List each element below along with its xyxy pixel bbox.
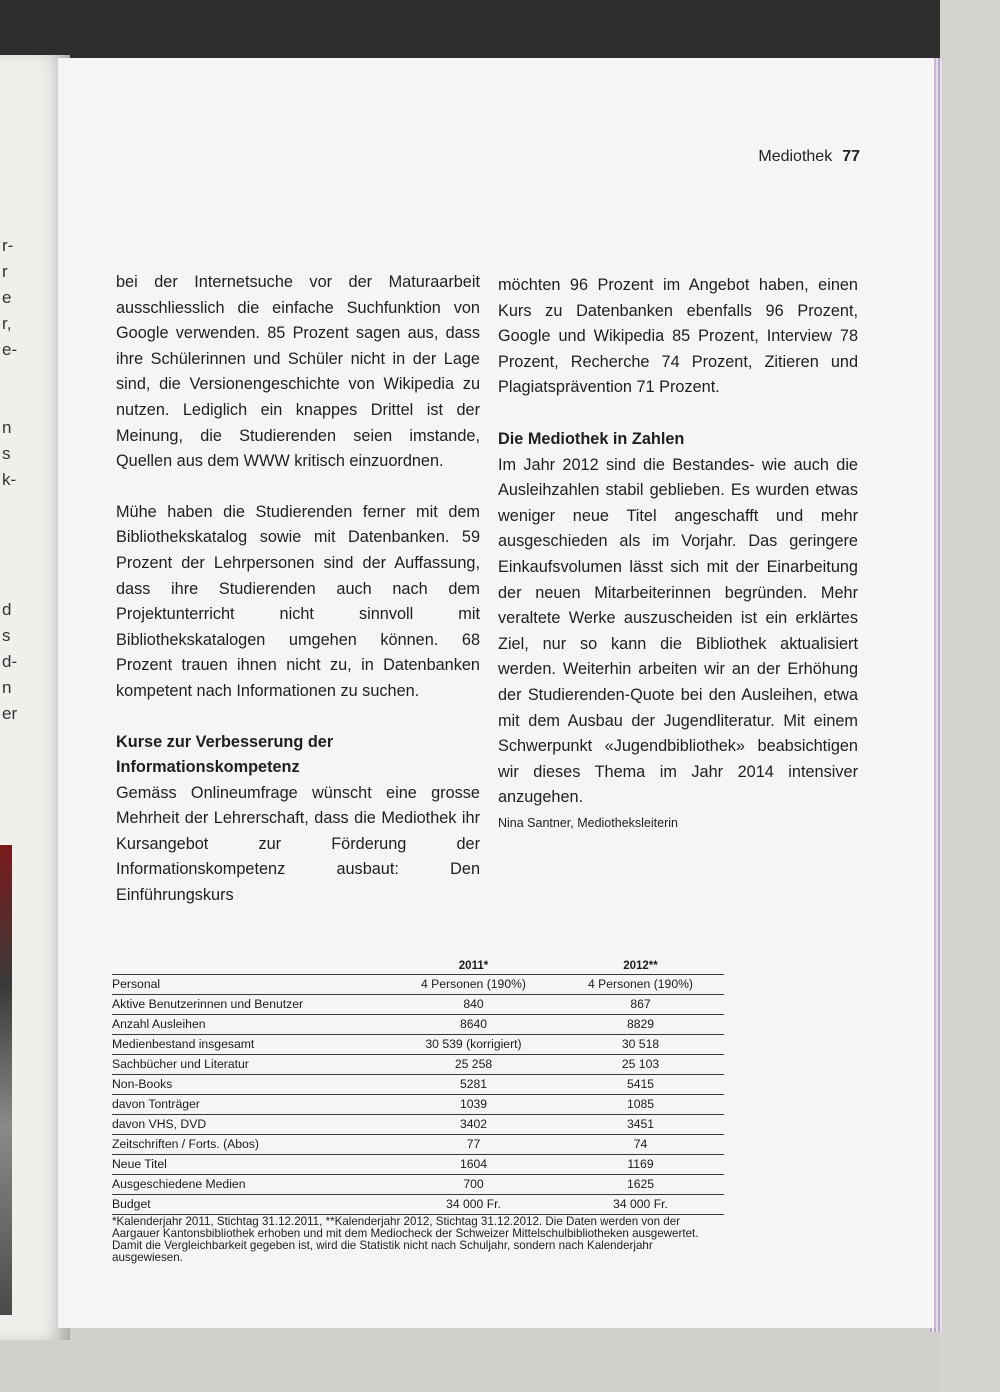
value-2012: 1625 [557,1175,724,1195]
value-2012: 867 [557,995,724,1015]
facing-page-fragment: r [2,262,8,281]
running-head [640,148,860,166]
value-2011: 8640 [390,1015,557,1035]
section-heading: Kurse zur Verbesserung der Informationskompetenz [116,732,334,777]
value-2011: 700 [390,1175,557,1195]
value-2012: 5415 [557,1075,724,1095]
section-heading: Die Mediothek in Zahlen [498,429,685,448]
value-2012: 25 103 [557,1055,724,1075]
paragraph: bei der Internetsuche vor der Maturaarbeit ausschliesslich die einfache Suchfunktion von Google verwenden. 85 Prozent sagen aus, dass ihre Schülerinnen und Schüler nicht in der Lage sind, die Versionengeschichte von Wikipedia zu nutzen. Lediglich ein knappes Drittel ist der Meinung, die Studierenden seien imstande, Quellen aus dem WWW kritisch einzuordnen. [116,273,480,471]
table-header-2012: 2012** [623,960,658,972]
row-label: Medienbestand insgesamt [112,1035,390,1055]
row-label: Budget [112,1195,390,1215]
facing-page-fragment: e [2,288,12,307]
value-2012: 8829 [557,1015,724,1035]
value-2011: 5281 [390,1075,557,1095]
facing-page-fragment: n [2,678,12,697]
row-label: davon VHS, DVD [112,1115,390,1135]
paragraph: Mühe haben die Studierenden ferner mit dem Bibliothekskatalog sowie mit Datenbanken. 59 Prozent der Lehrpersonen sind der Auffassung, dass ihre Studierenden auch nach dem Projektunterricht nicht sinnvoll mit Bibliothekskatalogen umgehen können. 68 Prozent trauen ihnen nicht zu, in Datenbanken kompetent nach Informationen zu suchen. [116,502,480,700]
row-label: davon Tonträger [112,1095,390,1115]
value-2011: 1039 [390,1095,557,1115]
value-2012: 1169 [557,1155,724,1175]
table-row [112,995,724,1015]
byline: Nina Santner, Mediotheksleiterin [498,815,678,830]
facing-page-fragment: k- [2,470,17,489]
table-row [112,1055,724,1075]
table-row [112,1195,724,1215]
table-row [112,1075,724,1095]
facing-page-fragment: e- [2,340,18,359]
row-label: Ausgeschiedene Medien [112,1175,390,1195]
table-row [112,1095,724,1115]
row-label: Neue Titel [112,1155,390,1175]
value-2012: 3451 [557,1115,724,1135]
right-text-column [498,273,858,833]
value-2011: 77 [390,1135,557,1155]
facing-page-fragment: s [2,444,11,463]
value-2011: 34 000 Fr. [390,1195,557,1215]
scanner-right-edge [940,0,1000,1392]
paragraph: Gemäss Onlineumfrage wünscht eine grosse Mehrheit der Lehrerschaft, dass die Mediothek ihr Kursangebot zur Förderung der Informationskompetenz ausbaut: Den Einführungskurs [116,783,480,905]
value-2011: 30 539 (korrigiert) [390,1035,557,1055]
section-title: Mediothek [758,148,833,165]
paragraph: Im Jahr 2012 sind die Bestandes- wie auch die Ausleihzahlen stabil geblieben. Es wurden etwas weniger neue Titel angeschafft und mehr ausgeschieden als im Vorjahr. Das geringere Einkaufsvolumen lässt sich mit der Einarbeitung der neuen Mitarbeiterinnen begründen. Mehr veraltete Werke auszuscheiden ist ein erklärtes Ziel, nur so kann die Bibliothek aktualisiert werden. Weiterhin arbeiten wir an der Erhöhung der Studierenden-Quote bei den Ausleihen, etwa mit dem Ausbau der Jugendliteratur. Mit einem Schwerpunkt «Jugendbibliothek» beabsichtigen wir dieses Thema im Jahr 2014 intensiver anzugehen. [498,455,858,807]
facing-page-fragment: r, [2,314,12,333]
table-row [112,1035,724,1055]
table-row [112,975,724,995]
value-2011: 840 [390,995,557,1015]
table-header-blank [112,960,390,975]
facing-page-fragment: r- [2,236,14,255]
paragraph: möchten 96 Prozent im Angebot haben, einen Kurs zu Datenbanken ebenfalls 96 Prozent, Google und Wikipedia 85 Prozent, Interview 78 Prozent, Recherche 74 Prozent, Zitieren und Plagiatsprävention 71 Prozent. [498,276,858,397]
statistics-table [112,960,724,1215]
table-row [112,1015,724,1035]
row-label: Sachbücher und Literatur [112,1055,390,1075]
value-2012: 34 000 Fr. [557,1195,724,1215]
facing-page-photo [0,845,12,1315]
table-row [112,1175,724,1195]
table-row [112,1135,724,1155]
value-2012: 1085 [557,1095,724,1115]
facing-page-fragment: d- [2,652,18,671]
table-header-2011: 2011* [458,960,489,972]
row-label: Anzahl Ausleihen [112,1015,390,1035]
value-2012: 74 [557,1135,724,1155]
facing-page-fragment: s [2,626,11,645]
value-2011: 1604 [390,1155,557,1175]
value-2011: 4 Personen (190%) [390,975,557,995]
scanner-top-edge [0,0,1000,58]
row-label: Aktive Benutzerinnen und Benutzer [112,995,390,1015]
table-header-row [112,960,724,975]
facing-page-fragment: er [2,704,18,723]
facing-page-fragment: n [2,418,12,437]
left-text-column [116,270,480,909]
value-2012: 4 Personen (190%) [557,975,724,995]
value-2012: 30 518 [557,1035,724,1055]
row-label: Personal [112,975,390,995]
value-2011: 25 258 [390,1055,557,1075]
value-2011: 3402 [390,1115,557,1135]
row-label: Zeitschriften / Forts. (Abos) [112,1135,390,1155]
facing-page-fragment: d [2,600,12,619]
page-number: 77 [842,148,860,165]
table-row [112,1155,724,1175]
table-row [112,1115,724,1135]
table-footnote: *Kalenderjahr 2011, Stichtag 31.12.2011, **Kalenderjahr 2012, Stichtag 31.12.2012. Die Daten werden von der Aargauer Kantonsbibliothek erhoben und mit dem Mediocheck der Schweizer Mittelschulbibliotheken ausgewertet. Damit die Vergleichbarkeit gegeben ist, wird die Statistik nicht nach Schuljahr, sondern nach Kalenderjahr ausgewiesen. [112,1215,699,1264]
row-label: Non-Books [112,1075,390,1095]
